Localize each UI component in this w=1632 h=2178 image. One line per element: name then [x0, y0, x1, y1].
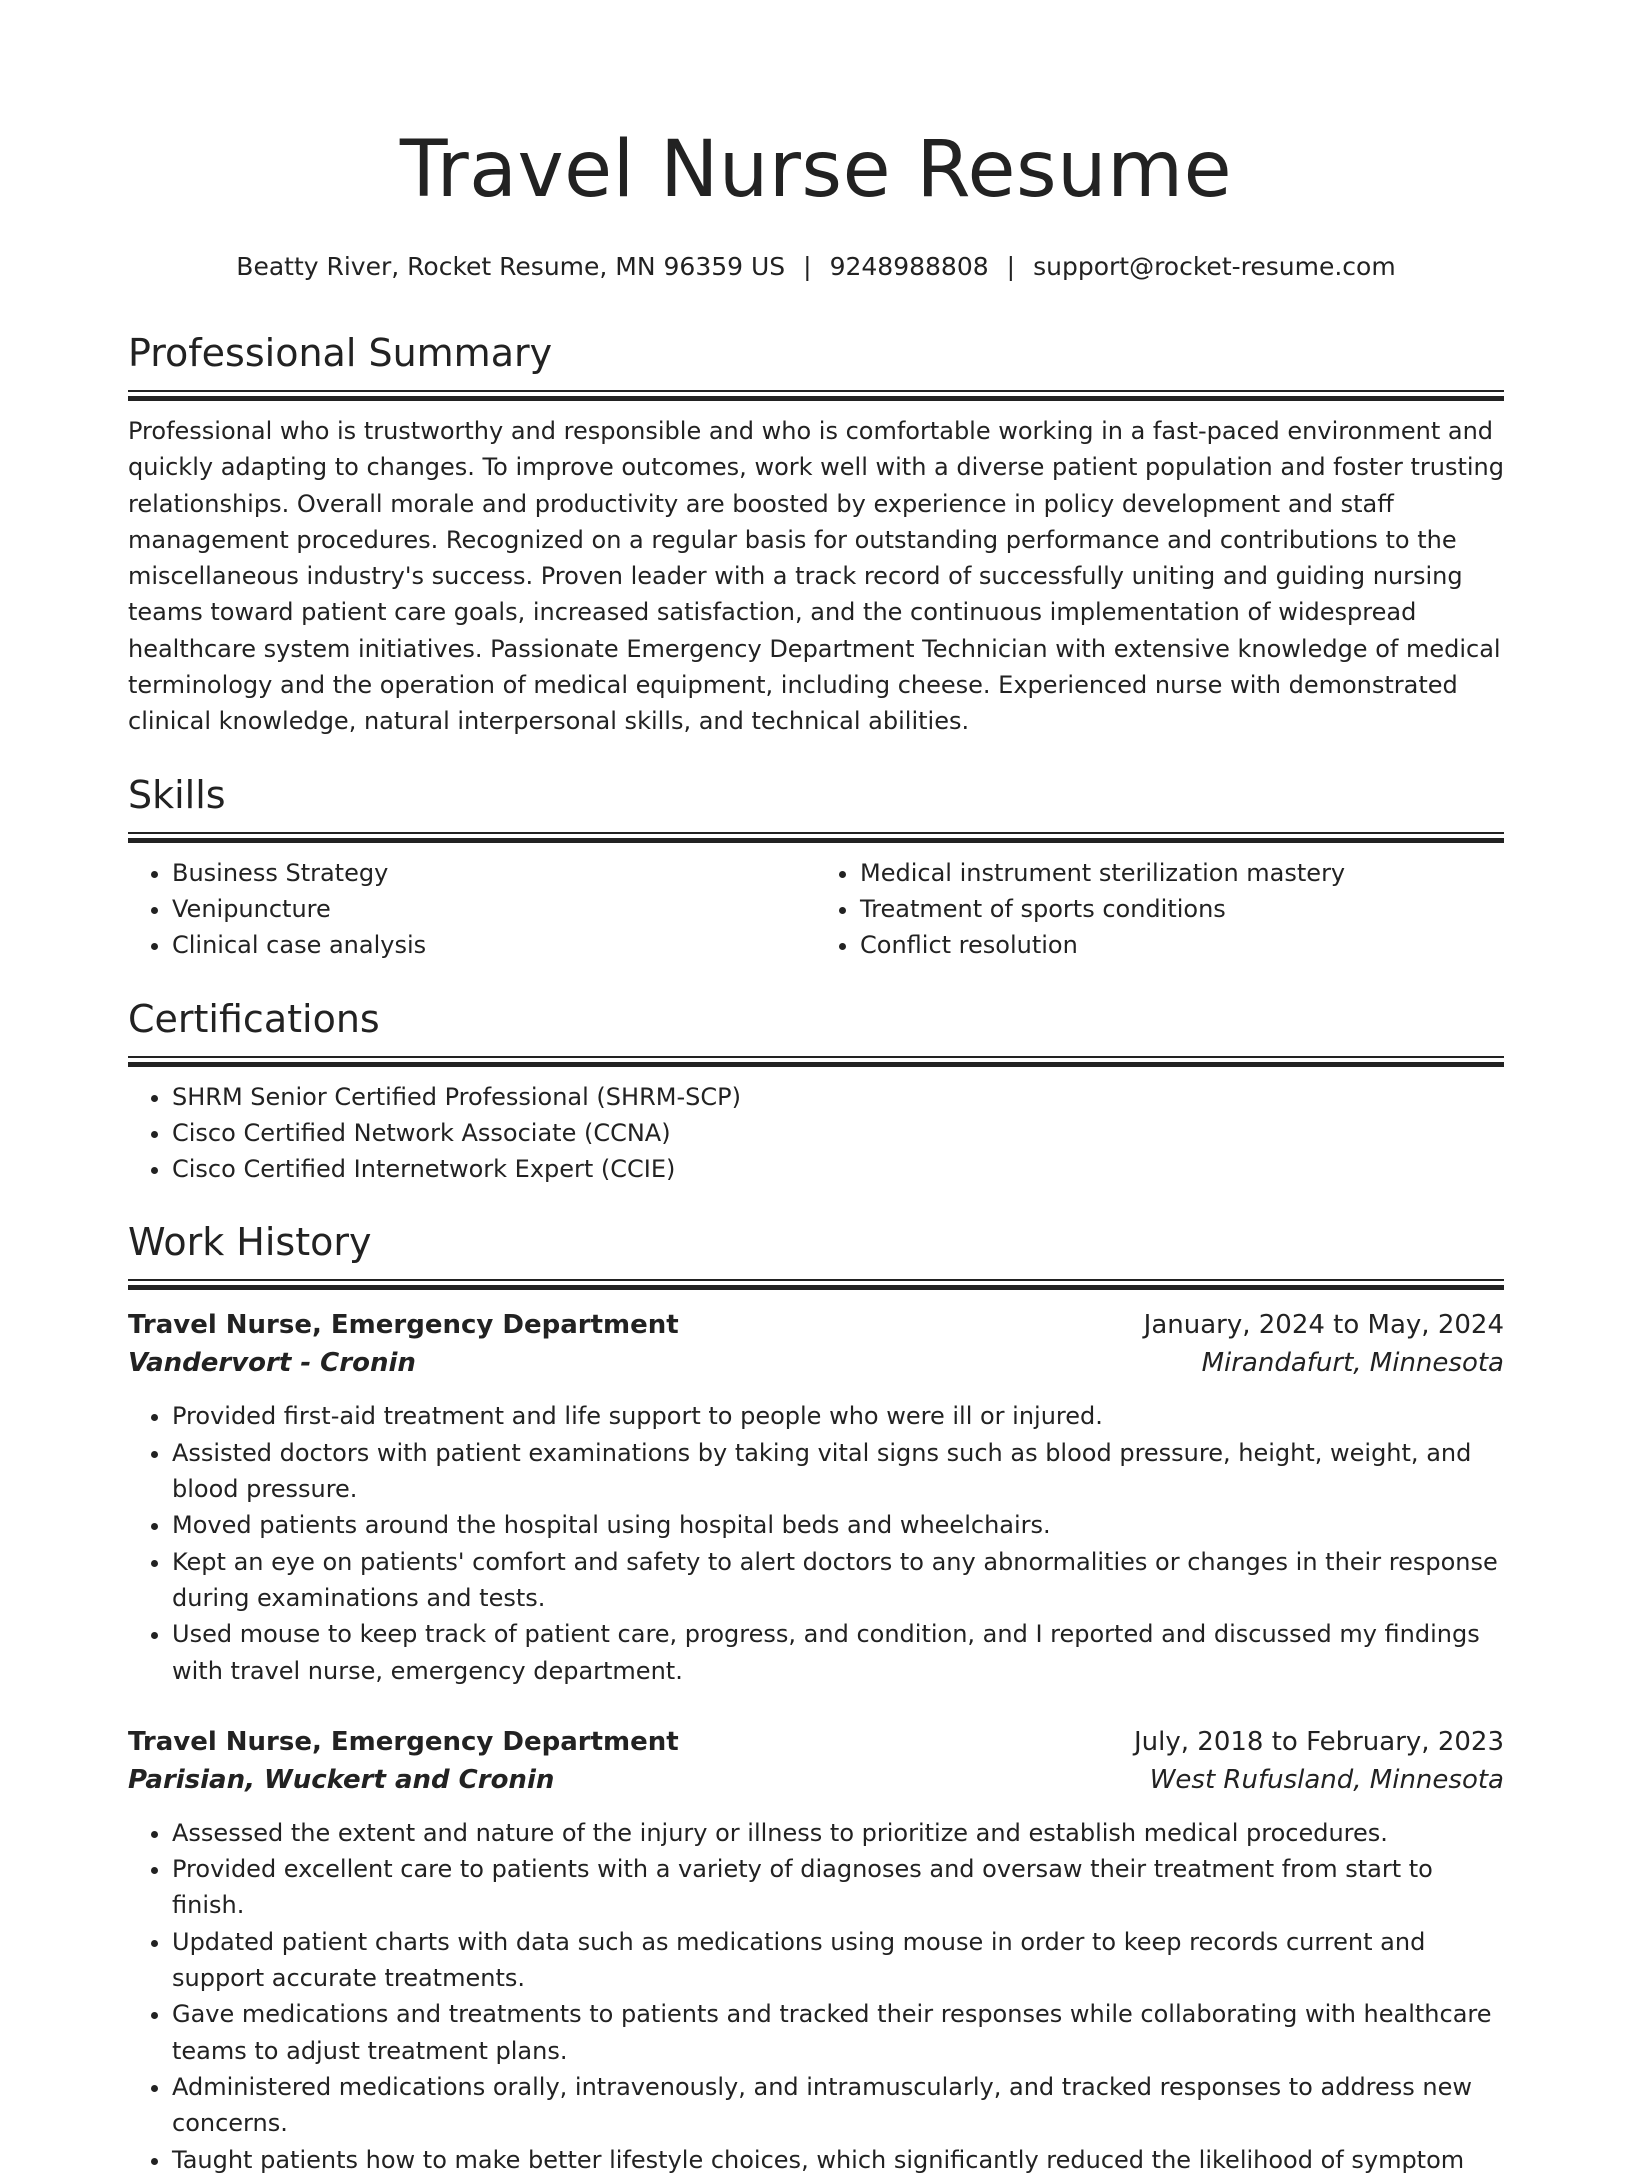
list-item: • Medical instrument sterilization mastery [860, 855, 1504, 891]
list-item: • Moved patients around the hospital using hospital beds and wheelchairs. [172, 1507, 1504, 1543]
certifications-list [128, 1079, 1504, 1188]
certifications-section [128, 994, 1504, 1188]
list-item: • Clinical case analysis [172, 927, 816, 963]
section-heading-certifications: Certifications [128, 996, 380, 1041]
list-item: • Updated patient charts with data such as medications using mouse in order to keep records current and support accurate treatments. [172, 1924, 1504, 1997]
list-item: • Used mouse to keep track of patient care, progress, and condition, and I reported and discussed my findings with travel nurse, emergency department. [172, 1616, 1504, 1689]
job-entry [128, 1306, 1504, 1688]
list-item: • Treatment of sports conditions [860, 891, 1504, 927]
section-divider [128, 390, 1504, 401]
list-item: • Administered medications orally, intravenously, and intramuscularly, and tracked responses to address new concerns. [172, 2069, 1504, 2142]
section-divider [128, 1279, 1504, 1290]
list-item: • Conflict resolution [860, 927, 1504, 963]
skills-section [128, 770, 1504, 964]
list-item: • Provided first-aid treatment and life support to people who were ill or injured. [172, 1398, 1504, 1434]
list-item: • Gave medications and treatments to patients and tracked their responses while collaborating with healthcare teams to adjust treatment plans. [172, 1996, 1504, 2069]
list-item: • Assisted doctors with patient examinations by taking vital signs such as blood pressure, height, weight, and blood pressure. [172, 1435, 1504, 1508]
list-item: • Kept an eye on patients' comfort and safety to alert doctors to any abnormalities or changes in their response during examinations and tests. [172, 1544, 1504, 1617]
job-dates: July, 2018 to February, 2023 [1134, 1726, 1504, 1757]
summary-text: Professional who is trustworthy and responsible and who is comfortable working in a fast-paced environment and quickly adapting to changes. To improve outcomes, work well with a diverse patient population and foster trusting relationships. Overall morale and productivity are boosted by experience in policy development and staff management procedures. Recognized on a regular basis for outstanding performance and contributions to the miscellaneous industry's success. Proven leader with a track record of successfully uniting and guiding nursing teams toward patient care goals, increased satisfaction, and the continuous implementation of widespread healthcare system initiatives. Passionate Emergency Department Technician with extensive knowledge of medical terminology and the operation of medical equipment, including cheese. Experienced nurse with demonstrated clinical knowledge, natural interpersonal skills, and technical abilities. [128, 417, 1505, 736]
section-divider [128, 1056, 1504, 1067]
job-subheader [128, 1761, 1504, 1799]
job-company: Parisian, Wuckert and Cronin [128, 1764, 555, 1795]
contact-address: Beatty River, Rocket Resume, MN 96359 US [236, 252, 786, 281]
skills-list-left [128, 855, 816, 964]
list-item: • Cisco Certified Network Associate (CCNA) [172, 1115, 1504, 1151]
resume-title: Travel Nurse Resume [399, 125, 1233, 215]
contact-phone: 9248988808 [829, 252, 989, 281]
skills-grid [128, 855, 1504, 964]
job-location: Mirandafurt, Minnesota [1201, 1348, 1504, 1379]
job-entry [128, 1723, 1504, 2178]
skills-list-right [816, 855, 1504, 964]
contact-email: support@rocket-resume.com [1033, 252, 1396, 281]
list-item: • Assessed the extent and nature of the injury or illness to prioritize and establish medical procedures. [172, 1815, 1504, 1851]
job-header [128, 1723, 1504, 1761]
job-subheader [128, 1344, 1504, 1382]
summary-section [128, 328, 1504, 740]
list-item: • Taught patients how to make better lifestyle choices, which significantly reduced the likelihood of symptom [172, 2142, 1504, 2178]
job-duties-list [128, 1398, 1504, 1688]
job-header [128, 1306, 1504, 1344]
section-heading-skills: Skills [128, 772, 226, 817]
section-heading-work-history: Work History [128, 1220, 372, 1265]
job-location: West Rufusland, Minnesota [1149, 1764, 1504, 1795]
list-item: • Cisco Certified Internetwork Expert (CCIE) [172, 1151, 1504, 1187]
contact-separator: | [803, 252, 812, 281]
job-duties-list [128, 1815, 1504, 2178]
list-item: • SHRM Senior Certified Professional (SHRM-SCP) [172, 1079, 1504, 1115]
job-dates: January, 2024 to May, 2024 [1143, 1310, 1504, 1341]
work-history-section [128, 1217, 1504, 2177]
section-divider [128, 832, 1504, 843]
job-company: Vandervort - Cronin [128, 1348, 416, 1379]
job-title: Travel Nurse, Emergency Department [128, 1726, 679, 1757]
list-item: • Provided excellent care to patients with a variety of diagnoses and oversaw their treatment from start to finish. [172, 1851, 1504, 1924]
job-title: Travel Nurse, Emergency Department [128, 1310, 679, 1341]
contact-line [128, 250, 1504, 284]
list-item: • Venipuncture [172, 891, 816, 927]
list-item: • Business Strategy [172, 855, 816, 891]
contact-separator: | [1006, 252, 1016, 281]
section-heading-summary: Professional Summary [128, 331, 553, 375]
